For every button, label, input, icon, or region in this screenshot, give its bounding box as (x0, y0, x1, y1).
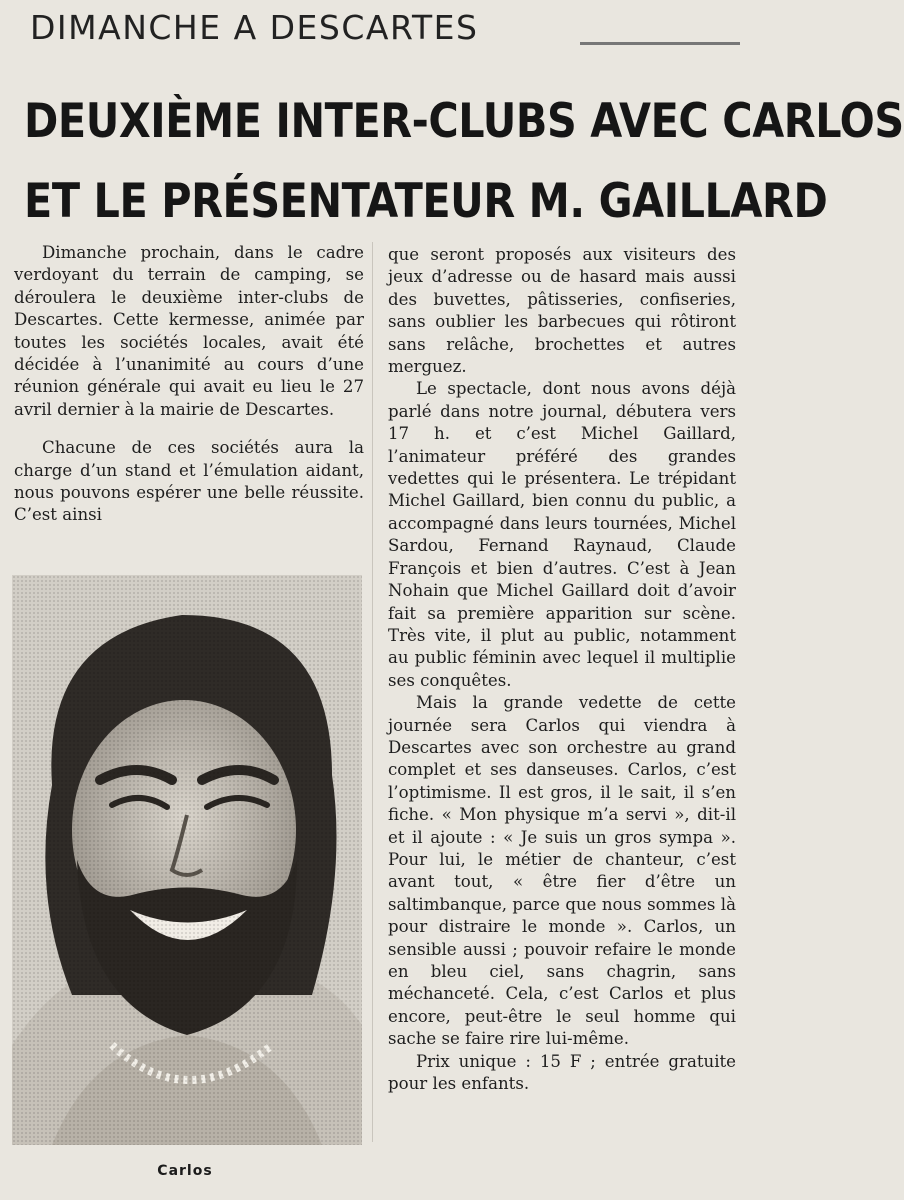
headline-line-1: DEUXIÈME INTER-CLUBS AVEC CARLOS (24, 94, 904, 149)
paragraph-1: Dimanche prochain, dans le cadre verdoyant du terrain de camping, se déroulera le deuxième inter-clubs de Descartes. Cette kermesse, animée par toutes les sociétés locales, avait été décidée à l’unanimité au cours d’une réunion générale qui avait eu lieu le 27 avril dernier à la mairie de Descartes. (14, 243, 364, 419)
article-column-left (14, 242, 364, 527)
paragraph-3: que seront proposés aux visiteurs des jeux d’adresse ou de hasard mais aussi des buvettes, pâtisseries, confiseries, sans oublier les barbecues qui rôtiront sans relâche, brochettes et autres merguez. (388, 245, 736, 377)
headline-line-2: ET LE PRÉSENTATEUR M. GAILLARD (24, 174, 828, 229)
paragraph-6: Prix unique : 15 F ; entrée gratuite pour les enfants. (388, 1051, 736, 1094)
article-column-right (388, 244, 736, 1095)
paragraph-2: Chacune de ces sociétés aura la charge d’un stand et l’émulation aidant, nous pouvons espérer une belle réussite. C’est ainsi (14, 438, 364, 525)
paragraph-5: Mais la grande vedette de cette journée sera Carlos qui viendra à Descartes avec son orchestre au grand complet et ses danseuses. Carlos, c’est l’optimisme. Il est gros, il le sait, il s’en fiche. « Mon physique m’a servi », dit-il et il ajoute : « Je suis un gros sympa ». Pour lui, le métier de chanteur, c’est avant tout, « être fier d’être un saltimbanque, parce que nous sommes là pour distraire le monde ». Carlos, un sensible aussi ; pouvoir refaire le monde en bleu ciel, sans chagrin, sans méchanceté. Cela, c’est Carlos et plus encore, peut-être le seul homme qui sache se faire rire lui-même. (388, 693, 736, 1049)
photo-caption: Carlos (157, 1163, 213, 1179)
column-divider (372, 242, 373, 1142)
portrait-image (12, 575, 362, 1145)
section-kicker: DIMANCHE A DESCARTES (30, 8, 479, 47)
headline (24, 82, 904, 242)
portrait-photo (12, 575, 362, 1145)
paragraph-4: Le spectacle, dont nous avons déjà parlé dans notre journal, débutera vers 17 h. et c’est Michel Gaillard, l’animateur préféré des grandes vedettes qui le présentera. Le trépidant Michel Gaillard, bien connu du public, a accompagné dans leurs tournées, Michel Sardou, Fernand Raynaud, Claude François et bien d’autres. C’est à Jean Nohain que Michel Gaillard doit d’avoir fait sa première apparition sur scène. Très vite, il plut au public, notamment au public féminin avec lequel il multiplie ses conquêtes. (388, 379, 736, 690)
kicker-rule (580, 42, 740, 45)
